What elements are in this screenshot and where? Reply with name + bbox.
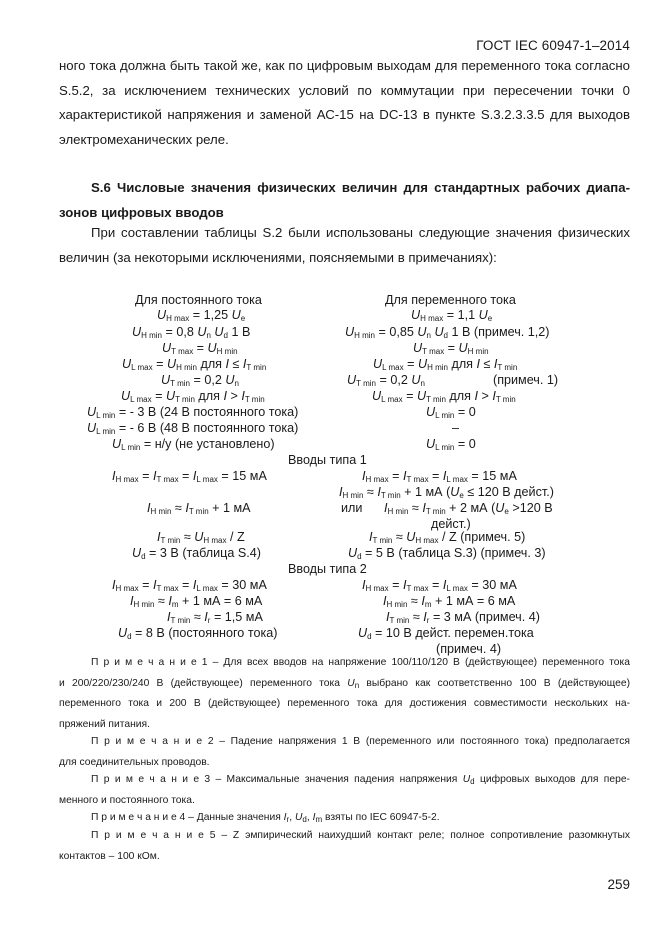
- formula-dc-uhmax: $U_{H max} = 1,25$ $U_e$: [157, 308, 246, 323]
- note-line: переменного тока и 200 В (действующее) переменного тока для достижения совместимости нескольких на-: [59, 698, 630, 710]
- document-header: ГОСТ IEC 60947-1–2014: [476, 38, 630, 53]
- formula-dc-uhmin: $U_{H min} = 0,8$ $U_n$ $U_d$ 1 В: [132, 325, 251, 340]
- formula-ac-itmin-2: $I_{T min} \approx I_r = 3$ мА (примеч. 4): [386, 610, 540, 625]
- formula-ac-ulmax: $U_{L max} = U_{H min}$ для $I \le I_{T min}$: [373, 357, 518, 372]
- note-line: П р и м е ч а н и е 5 – Z эмпирический наихудший контакт реле; полное сопротивление разомкнутых: [91, 830, 630, 841]
- inputs-type1-title: Вводы типа 1: [288, 453, 367, 467]
- formula-ac-ud-1: $U_d = 5$ В (таблица S.3) (примеч. 3): [348, 546, 546, 561]
- formula-ac-ulmin-0b: $U_{L min} = 0$: [426, 437, 476, 452]
- note-line: П р и м е ч а н и е 2 – Падение напряжения 1 В (переменного или постоянного тока) предполагается: [91, 736, 630, 747]
- formula-ac-ihmin-1a: $I_{H min} \approx I_{T min} + 1$ мА ($U_e \le 120$ В дейст.): [339, 485, 554, 500]
- text-line: электромеханических реле.: [59, 131, 229, 147]
- section-intro: [59, 221, 630, 270]
- formula-dc-ihmax-2: $I_{H max} = I_{T max} = I_{L max} = 30$ мА: [112, 578, 267, 593]
- note-line: и 200/220/230/240 В (действующее) переменного тока $U_n$ выбрано как соответственно 100 В (действующее): [59, 677, 630, 690]
- note-3: [59, 770, 630, 811]
- page-number: 259: [607, 877, 630, 892]
- formula-ac-ihmin-1b: $I_{H min} \approx I_{T min} + 2$ мА ($U_e >120$ В: [384, 501, 553, 516]
- formula-dc-ihmin-1: $I_{H min} \approx I_{T min} + 1$ мА: [147, 501, 251, 516]
- text-line: При составлении таблицы S.2 были использованы следующие значения физических: [91, 225, 630, 240]
- ac-column-title: Для переменного тока: [385, 293, 516, 307]
- formula-ac-ihmax-2: $I_{H max} = I_{T max} = I_{L max} = 30$ мА: [362, 578, 517, 593]
- formula-ac-note4: (примеч. 4): [436, 642, 502, 656]
- heading-line: зонов цифровых вводов: [59, 204, 224, 220]
- formula-dc-ihmax-1: $I_{H max} = I_{T max} = I_{L max} = 15$ мА: [112, 469, 267, 484]
- formula-ac-ili: или: [341, 501, 363, 515]
- inputs-type2-title: Вводы типа 2: [288, 562, 367, 576]
- formula-dc-ulmax-2: $U_{L max} = U_{T min}$ для $I > I_{T min}$: [121, 389, 265, 404]
- intro-paragraph: [59, 54, 630, 152]
- formula-ac-ihmax-1: $I_{H max} = I_{T max} = I_{L max} = 15$ мА: [362, 469, 517, 484]
- text-line: характеристикой напряжения и заменой АС-15 на DC-13 в пункте S.3.2.3.3.5 для выходов: [59, 107, 630, 123]
- formula-ac-itmin-1: $I_{T min} \approx U_{H max} / Z$ (примеч. 5): [369, 530, 526, 545]
- formula-dc-ulmax: $U_{L max} = U_{H min}$ для $I \le I_{T min}$: [122, 357, 267, 372]
- text-line: S.5.2, за исключением технических условий по коммутации при пересечении точки 0: [59, 82, 630, 98]
- note-line: П р и м е ч а н и е 1 – Для всех вводов на напряжение 100/110/120 В (действующее) переменного тока: [91, 657, 630, 668]
- formula-ac-ulmin-0: $U_{L min} = 0$: [426, 405, 476, 420]
- formula-ac-uhmin: $U_{H min} = 0,85$ $U_n$ $U_d$ 1 В (примеч. 1,2): [345, 325, 550, 340]
- formula-ac-utmax: $U_{T max} = U_{H min}$: [413, 341, 489, 356]
- note-line: П р и м е ч а н и е 3 – Максимальные значения падения напряжения $U_d$ цифровых выходов для пере-: [91, 774, 630, 786]
- note-line: менного и постоянного тока.: [59, 794, 195, 806]
- text-line: ного тока должна быть такой же, как по цифровым выходам для переменного тока согласно: [59, 58, 630, 73]
- heading-line: S.6 Числовые значения физических величин для стандартных рабочих диапа-: [91, 180, 630, 195]
- note-line: П р и м е ч а н и е 4 – Данные значения $I_r$, $U_d$, $I_m$ взяты по IEC 60947-5-2.: [91, 812, 440, 824]
- formula-ac-utmin: $U_{T min} = 0,2$ $U_n$: [347, 373, 425, 388]
- formula-dc-ulmin-24: $U_{L min}$ = - 3 В (24 В постоянного тока): [87, 405, 299, 420]
- formula-dc-utmax: $U_{T max} = U_{H min}$: [162, 341, 238, 356]
- formula-ac-dash: –: [452, 421, 460, 435]
- formula-ac-ihmin-2: $I_{H min} \approx I_m + 1$ мА = 6 мА: [383, 594, 516, 609]
- formula-note-ref: (примеч. 1): [493, 373, 559, 387]
- note-5: [59, 826, 630, 867]
- formula-dc-ihmin-2: $I_{H min} \approx I_m + 1$ мА = 6 мА: [130, 594, 263, 609]
- note-line: контактов – 100 кОм.: [59, 850, 160, 862]
- formula-dc-ud-1: $U_d = 3$ В (таблица S.4): [132, 546, 261, 561]
- note-line: пряжений питания.: [59, 719, 150, 731]
- formula-dc-itmin-1: $I_{T min} \approx U_{H max} / Z$: [157, 530, 245, 545]
- note-line: для соединительных проводов.: [59, 756, 210, 768]
- note-1: [59, 653, 630, 736]
- formula-ac-deyst: дейст.): [431, 517, 471, 531]
- formula-dc-ulmin-48: $U_{L min}$ = - 6 В (48 В постоянного тока): [87, 421, 299, 436]
- formula-ac-uhmax: $U_{H max} = 1,1$ $U_e$: [411, 308, 493, 323]
- text-line: величин (за некоторыми исключениями, поясняемыми в примечаниях):: [59, 249, 497, 265]
- formula-dc-itmin-2: $I_{T min} \approx I_r = 1,5$ мА: [167, 610, 263, 625]
- dc-column-title: Для постоянного тока: [135, 293, 262, 307]
- formula-dc-utmin: $U_{T min} = 0,2$ $U_n$: [161, 373, 239, 388]
- formula-dc-ulmin-ny: $U_{L min} = н/у$ (не установлено): [112, 437, 275, 452]
- formula-ac-ud-2: $U_d = 10$ В дейст. перемен.тока: [358, 626, 534, 641]
- formula-dc-ud-2: $U_d = 8$ В (постоянного тока): [118, 626, 278, 641]
- note-2: [59, 732, 630, 773]
- section-heading: [59, 176, 630, 225]
- formula-ac-ulmax-2: $U_{L max} = U_{T min}$ для $I > I_{T min}$: [372, 389, 516, 404]
